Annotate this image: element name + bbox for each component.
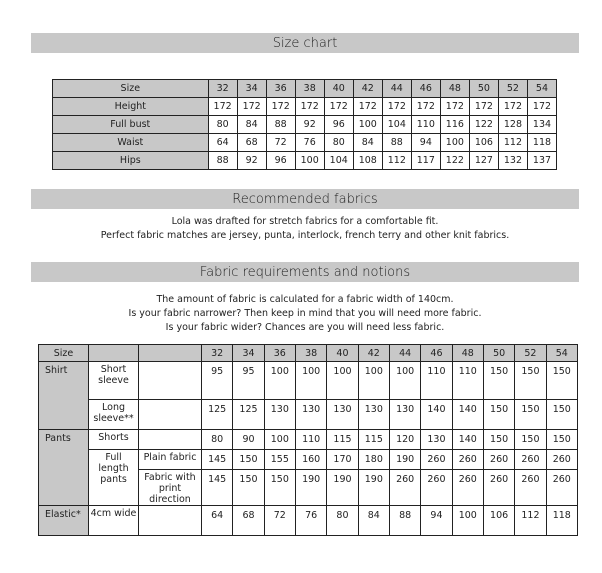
measure-cell: 88 (382, 134, 411, 152)
fabric-amount-cell: 84 (358, 506, 389, 536)
measure-cell: 84 (237, 116, 266, 134)
fabric-amount-cell: 130 (327, 400, 358, 430)
measure-cell: 100 (440, 134, 469, 152)
measure-cell: 172 (208, 98, 237, 116)
fabric-amount-cell: 130 (295, 400, 326, 430)
fabric-amount-cell: 68 (233, 506, 264, 536)
fabric-type-cell (139, 506, 202, 536)
fabric-amount-cell: 150 (233, 470, 264, 506)
measure-cell: 110 (411, 116, 440, 134)
measure-cell: 76 (295, 134, 324, 152)
measure-cell: 96 (266, 152, 295, 170)
row-label: Hips (53, 152, 209, 170)
size-cell: 46 (421, 345, 452, 362)
size-cell: 38 (295, 80, 324, 98)
fabric-amount-cell: 150 (483, 430, 514, 450)
fabric-amount-cell: 72 (264, 506, 295, 536)
measure-cell: 112 (382, 152, 411, 170)
fabric-amount-cell: 64 (202, 506, 233, 536)
fabric-amount-cell: 140 (421, 400, 452, 430)
size-cell: 36 (266, 80, 295, 98)
size-cell: 36 (264, 345, 295, 362)
fabric-table-header-row (39, 345, 578, 362)
fabric-amount-cell: 120 (389, 430, 420, 450)
fabric-type-cell: Plain fabric (139, 450, 202, 470)
size-cell: 34 (233, 345, 264, 362)
fabric-amount-cell: 260 (452, 450, 483, 470)
measure-cell: 100 (295, 152, 324, 170)
fabric-amount-cell: 95 (202, 362, 233, 400)
size-cell: 54 (546, 345, 577, 362)
fabric-amount-cell: 88 (389, 506, 420, 536)
fabric-amount-cell: 100 (264, 430, 295, 450)
measure-cell: 104 (324, 152, 353, 170)
measure-cell: 96 (324, 116, 353, 134)
fabric-amount-cell: 260 (421, 450, 452, 470)
measure-cell: 108 (353, 152, 382, 170)
size-cell: 50 (469, 80, 498, 98)
fabric-amount-cell: 260 (546, 470, 577, 506)
fabric-amount-cell: 260 (389, 470, 420, 506)
measure-cell: 172 (237, 98, 266, 116)
fabric-size-header-cell: Size (39, 345, 89, 362)
measure-cell: 104 (382, 116, 411, 134)
fabric-amount-cell: 110 (421, 362, 452, 400)
measure-cell: 68 (237, 134, 266, 152)
fabric-amount-cell: 100 (264, 362, 295, 400)
measure-cell: 172 (527, 98, 556, 116)
measure-cell: 172 (469, 98, 498, 116)
row-label: Full bust (53, 116, 209, 134)
fabric-requirements-line: Is your fabric wider? Chances are you will need less fabric. (165, 322, 445, 333)
fabric-table-row (39, 450, 578, 470)
measure-cell: 116 (440, 116, 469, 134)
size-cell: 38 (295, 345, 326, 362)
size-chart-header-row (53, 80, 557, 98)
measure-cell: 172 (266, 98, 295, 116)
fabric-amount-cell: 260 (452, 470, 483, 506)
fabric-amount-cell: 110 (295, 430, 326, 450)
size-cell: 42 (353, 80, 382, 98)
size-cell: 44 (389, 345, 420, 362)
item-cell: 4cm wide (89, 506, 139, 536)
fabric-amount-cell: 150 (483, 400, 514, 430)
fabric-amount-cell: 118 (546, 506, 577, 536)
measure-cell: 80 (324, 134, 353, 152)
fabric-amount-cell: 100 (452, 506, 483, 536)
fabric-amount-cell: 94 (421, 506, 452, 536)
size-cell: 32 (202, 345, 233, 362)
measure-cell: 100 (353, 116, 382, 134)
fabric-requirements-line: The amount of fabric is calculated for a fabric width of 140cm. (156, 294, 454, 305)
size-cell: 48 (452, 345, 483, 362)
fabric-amount-cell: 130 (358, 400, 389, 430)
size-cell: 32 (208, 80, 237, 98)
fabric-amount-cell: 190 (295, 470, 326, 506)
measure-cell: 72 (266, 134, 295, 152)
fabric-amount-cell: 80 (202, 430, 233, 450)
fabric-amount-cell: 130 (421, 430, 452, 450)
fabric-amount-cell: 170 (327, 450, 358, 470)
category-cell: Shirt (39, 362, 89, 430)
fabric-type-cell (139, 430, 202, 450)
row-label: Waist (53, 134, 209, 152)
fabric-amount-cell: 150 (483, 362, 514, 400)
fabric-amount-cell: 150 (515, 362, 546, 400)
fabric-table-row (39, 506, 578, 536)
fabric-type-cell (139, 362, 202, 400)
size-chart-row (53, 152, 557, 170)
size-cell: 34 (237, 80, 266, 98)
fabric-amount-cell: 260 (421, 470, 452, 506)
measure-cell: 128 (498, 116, 527, 134)
fabric-amount-cell: 95 (233, 362, 264, 400)
recommended-fabrics-line: Perfect fabric matches are jersey, punta, interlock, french terry and other knit fabrics. (100, 230, 510, 241)
fabric-amount-cell: 160 (295, 450, 326, 470)
fabric-amount-cell: 260 (483, 470, 514, 506)
fabric-amount-cell: 100 (327, 362, 358, 400)
recommended-fabrics-title: Recommended fabrics (31, 189, 579, 209)
size-cell: 40 (324, 80, 353, 98)
category-cell: Pants (39, 430, 89, 506)
measure-cell: 92 (295, 116, 324, 134)
measure-cell: 106 (469, 134, 498, 152)
measure-cell: 172 (440, 98, 469, 116)
measure-cell: 88 (266, 116, 295, 134)
measure-cell: 80 (208, 116, 237, 134)
category-cell: Elastic* (39, 506, 89, 536)
fabric-amount-cell: 115 (327, 430, 358, 450)
measure-cell: 84 (353, 134, 382, 152)
recommended-fabrics-line: Lola was drafted for stretch fabrics for a comfortable fit. (171, 216, 439, 227)
size-cell: 44 (382, 80, 411, 98)
size-cell: 50 (483, 345, 514, 362)
measure-cell: 112 (498, 134, 527, 152)
size-chart-title: Size chart (31, 33, 579, 53)
size-cell: 46 (411, 80, 440, 98)
fabric-header-empty-cell (139, 345, 202, 362)
fabric-amount-cell: 130 (389, 400, 420, 430)
item-cell: Full length pants (89, 450, 139, 506)
fabric-amount-cell: 76 (295, 506, 326, 536)
measure-cell: 122 (469, 116, 498, 134)
measure-cell: 172 (411, 98, 440, 116)
fabric-amount-cell: 190 (327, 470, 358, 506)
measure-cell: 117 (411, 152, 440, 170)
fabric-amount-cell: 260 (483, 450, 514, 470)
fabric-amount-cell: 100 (389, 362, 420, 400)
fabric-amount-cell: 125 (202, 400, 233, 430)
measure-cell: 92 (237, 152, 266, 170)
size-header-cell: Size (53, 80, 209, 98)
size-chart-row (53, 98, 557, 116)
fabric-amount-cell: 155 (264, 450, 295, 470)
measure-cell: 118 (527, 134, 556, 152)
measure-cell: 127 (469, 152, 498, 170)
fabric-amount-cell: 125 (233, 400, 264, 430)
fabric-requirements-text (31, 293, 579, 335)
measure-cell: 172 (324, 98, 353, 116)
fabric-amount-cell: 90 (233, 430, 264, 450)
measure-cell: 172 (498, 98, 527, 116)
fabric-amount-cell: 145 (202, 470, 233, 506)
fabric-amount-cell: 150 (515, 430, 546, 450)
size-chart-row (53, 134, 557, 152)
fabric-amount-cell: 190 (389, 450, 420, 470)
measure-cell: 137 (527, 152, 556, 170)
fabric-amount-cell: 145 (202, 450, 233, 470)
fabric-amount-cell: 180 (358, 450, 389, 470)
fabric-type-cell (139, 400, 202, 430)
item-cell: Long sleeve** (89, 400, 139, 430)
fabric-amount-cell: 260 (515, 470, 546, 506)
measure-cell: 94 (411, 134, 440, 152)
fabric-amount-cell: 130 (264, 400, 295, 430)
measure-cell: 172 (295, 98, 324, 116)
size-cell: 40 (327, 345, 358, 362)
size-cell: 54 (527, 80, 556, 98)
fabric-amount-cell: 260 (546, 450, 577, 470)
measure-cell: 132 (498, 152, 527, 170)
size-cell: 42 (358, 345, 389, 362)
measure-cell: 88 (208, 152, 237, 170)
fabric-amount-cell: 80 (327, 506, 358, 536)
fabric-amount-cell: 115 (358, 430, 389, 450)
fabric-amount-cell: 150 (546, 400, 577, 430)
size-chart-table (52, 79, 557, 170)
measure-cell: 122 (440, 152, 469, 170)
fabric-amount-cell: 150 (233, 450, 264, 470)
row-label: Height (53, 98, 209, 116)
fabric-amount-cell: 140 (452, 400, 483, 430)
fabric-type-cell: Fabric with print direction (139, 470, 202, 506)
fabric-table-row (39, 400, 578, 430)
measure-cell: 64 (208, 134, 237, 152)
measure-cell: 134 (527, 116, 556, 134)
fabric-amount-cell: 260 (515, 450, 546, 470)
measure-cell: 172 (382, 98, 411, 116)
size-cell: 52 (515, 345, 546, 362)
fabric-amount-cell: 190 (358, 470, 389, 506)
fabric-requirements-line: Is your fabric narrower? Then keep in mind that you will need more fabric. (128, 308, 482, 319)
measure-cell: 172 (353, 98, 382, 116)
fabric-amount-cell: 110 (452, 362, 483, 400)
fabric-table-row (39, 430, 578, 450)
size-cell: 52 (498, 80, 527, 98)
size-cell: 48 (440, 80, 469, 98)
fabric-requirements-table (38, 344, 578, 536)
recommended-fabrics-text (31, 215, 579, 243)
fabric-amount-cell: 150 (515, 400, 546, 430)
fabric-amount-cell: 140 (452, 430, 483, 450)
fabric-amount-cell: 112 (515, 506, 546, 536)
fabric-amount-cell: 100 (358, 362, 389, 400)
fabric-requirements-title: Fabric requirements and notions (31, 262, 579, 282)
fabric-table-row (39, 362, 578, 400)
fabric-amount-cell: 106 (483, 506, 514, 536)
item-cell: Shorts (89, 430, 139, 450)
size-chart-row (53, 116, 557, 134)
fabric-amount-cell: 150 (264, 470, 295, 506)
fabric-header-empty-cell (89, 345, 139, 362)
item-cell: Short sleeve (89, 362, 139, 400)
fabric-amount-cell: 100 (295, 362, 326, 400)
fabric-amount-cell: 150 (546, 430, 577, 450)
fabric-amount-cell: 150 (546, 362, 577, 400)
